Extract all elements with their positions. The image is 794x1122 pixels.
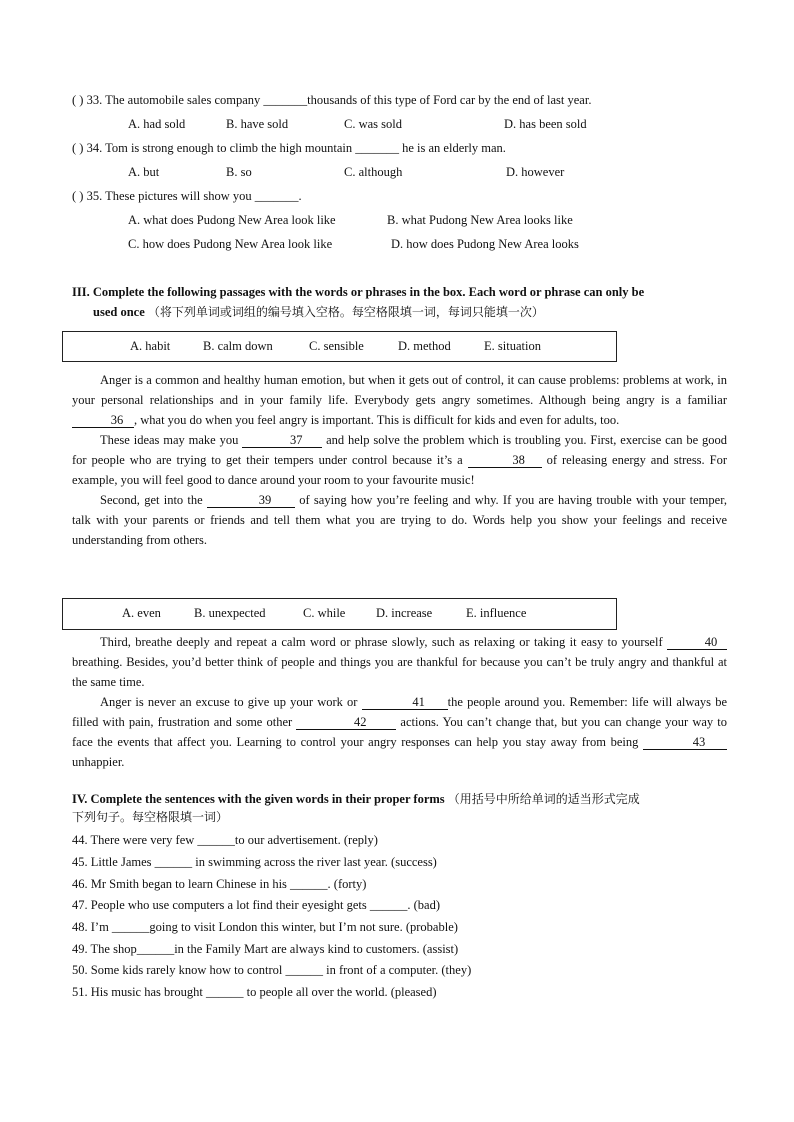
blank-40: 40 [667, 635, 727, 650]
box2-option-c: C. while [303, 606, 346, 620]
paragraph-3: Second, get into the 39 of saying how you’re feeling and why. If you are having trouble with your temper, talk with your parents or friends and tell them what you are trying to do. Words help you show your feelings and receive understanding from others. [72, 493, 727, 547]
section-3-title-line2: used once [93, 305, 145, 319]
box1-option-d: D. method [398, 339, 451, 353]
question-33: ( ) 33. The automobile sales company _______thousands of this type of Ford car by the end of last year. [72, 93, 592, 107]
section-4-title-row [72, 790, 640, 808]
question-35: ( ) 35. These pictures will show you _______. [72, 189, 302, 203]
box2-option-d: D. increase [376, 606, 433, 620]
q34-option-a: A. but [128, 165, 160, 179]
blank-38: 38 [468, 453, 542, 468]
box1-option-a: A. habit [130, 339, 171, 353]
paragraph-4: Third, breathe deeply and repeat a calm word or phrase slowly, such as relaxing or taking it easy to yourself 40breathing. Besides, you’d better think of people and things you are thankful for because you can’t be truly angry and thankful at the same time. [72, 635, 727, 689]
q35-option-c: C. how does Pudong New Area look like [128, 237, 333, 251]
section-3-title-cont [93, 303, 544, 321]
box1-option-b: B. calm down [203, 339, 273, 353]
q33-option-c: C. was sold [344, 117, 402, 131]
section-4-title-chinese-2: 下列句子。每空格限填一词） [72, 810, 229, 824]
sentence-50: 50. Some kids rarely know how to control ______ in front of a computer. (they) [72, 963, 472, 977]
q33-option-a: A. had sold [128, 117, 186, 131]
sentence-46: 46. Mr Smith began to learn Chinese in his ______. (forty) [72, 877, 367, 891]
section-4-title-row-2 [72, 808, 228, 826]
box1-option-e: E. situation [484, 339, 541, 353]
sentence-49: 49. The shop______in the Family Mart are always kind to customers. (assist) [72, 942, 459, 956]
paragraph-1: Anger is a common and healthy human emotion, but when it gets out of control, it can cause problems: problems at work, in your personal relationships and in your family life. Everybody gets angry sometimes. Although being angry is a familiar36 , what you do when you feel angry is important. This is difficult for kids and even for adults, too. [72, 373, 727, 427]
q34-option-d: D. however [506, 165, 565, 179]
sentence-48: 48. I’m ______going to visit London this winter, but I’m not sure. (probable) [72, 920, 458, 934]
box2-option-e: E. influence [466, 606, 527, 620]
word-box-2 [62, 598, 617, 630]
q35-option-b: B. what Pudong New Area looks like [387, 213, 573, 227]
section-3-title-chinese: （将下列单词或词组的编号填入空格。每空格限填一词，每词只能填一次） [147, 305, 544, 319]
q34-option-b: B. so [226, 165, 252, 179]
box1-option-c: C. sensible [309, 339, 364, 353]
sentence-44: 44. There were very few ______to our advertisement. (reply) [72, 833, 378, 847]
q33-option-d: D. has been sold [504, 117, 587, 131]
sentence-45: 45. Little James ______ in swimming across the river last year. (success) [72, 855, 437, 869]
blank-43: 43 [643, 735, 727, 750]
q33-option-b: B. have sold [226, 117, 289, 131]
word-box-1 [62, 331, 617, 362]
paragraph-2: These ideas may make you 37 and help solve the problem which is troubling you. First, exercise can be good for people who are trying to get their tempers under control because it’s a 38 of releasing energy and stress. For example, you will feel good to dance around your room to your favourite music! [72, 433, 727, 487]
blank-36: 36 [72, 413, 134, 428]
blank-42: 42 [296, 715, 396, 730]
paragraph-5: Anger is never an excuse to give up your work or 41 the people around you. Remember: life will always be filled with pain, frustration and some other 42 actions. You can’t change that, but you can change your way to face the events that affect you. Learning to control your angry responses can help you stay away from being 43unhappier. [72, 695, 727, 769]
q35-option-d: D. how does Pudong New Area looks [391, 237, 579, 251]
section-3-title-line1: III. Complete the following passages with the words or phrases in the box. Each word or phrase can only be [72, 285, 645, 299]
section-4-title: IV. Complete the sentences with the given words in their proper forms [72, 792, 445, 806]
q35-option-a: A. what does Pudong New Area look like [128, 213, 336, 227]
section-4-title-chinese-1: （用括号中所给单词的适当形式完成 [447, 792, 640, 806]
blank-41: 41 [362, 695, 448, 710]
box2-option-b: B. unexpected [194, 606, 266, 620]
question-34: ( ) 34. Tom is strong enough to climb the high mountain _______ he is an elderly man. [72, 141, 506, 155]
blank-37: 37 [242, 433, 322, 448]
blank-39: 39 [207, 493, 295, 508]
passage-part-1 [72, 370, 727, 550]
sentence-47: 47. People who use computers a lot find their eyesight gets ______. (bad) [72, 898, 440, 912]
passage-part-2 [72, 632, 727, 772]
q34-option-c: C. although [344, 165, 403, 179]
box2-option-a: A. even [122, 606, 161, 620]
section-3-title [72, 283, 644, 301]
sentence-51: 51. His music has brought ______ to people all over the world. (pleased) [72, 985, 437, 999]
